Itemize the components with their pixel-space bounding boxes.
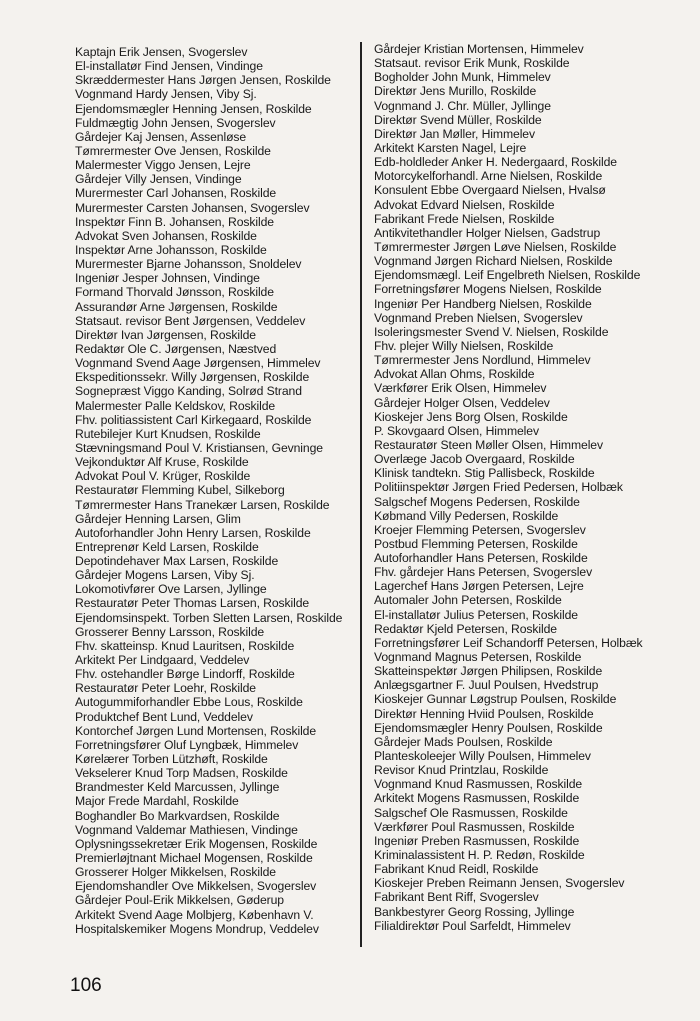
list-entry: Autoforhandler John Henry Larsen, Roskilde — [75, 525, 311, 540]
list-entry: Planteskoleejer Willy Poulsen, Himmelev — [374, 749, 591, 764]
list-entry: Fabrikant Frede Nielsen, Roskilde — [374, 211, 555, 226]
list-entry: Malermester Viggo Jensen, Lejre — [75, 158, 251, 173]
list-entry: Inspektør Arne Johansson, Roskilde — [75, 242, 267, 257]
list-entry: Kioskejer Jens Borg Olsen, Roskilde — [374, 409, 568, 424]
list-entry: Redaktør Kjeld Petersen, Roskilde — [374, 621, 557, 636]
list-entry: Tømrermester Jørgen Løve Nielsen, Roskilde — [374, 239, 617, 254]
list-entry: Bankbestyrer Georg Rossing, Jyllinge — [374, 904, 575, 919]
list-entry: Sognepræst Viggo Kanding, Solrød Strand — [75, 384, 302, 399]
list-entry: Vognmand Valdemar Mathiesen, Vindinge — [75, 822, 298, 837]
list-entry: Ejendomsinspekt. Torben Sletten Larsen, Roskilde — [75, 610, 343, 625]
list-entry: Vejkonduktør Alf Kruse, Roskilde — [75, 455, 249, 470]
list-entry: Direktør Ivan Jørgensen, Roskilde — [75, 327, 256, 342]
list-entry: Lokomotivfører Ove Larsen, Jyllinge — [75, 582, 267, 597]
list-entry: Anlægsgartner F. Juul Poulsen, Hvedstrup — [374, 678, 599, 693]
list-entry: Kroejer Flemming Petersen, Svogerslev — [374, 522, 586, 537]
list-entry: Forretningsfører Oluf Lyngbæk, Himmelev — [75, 737, 299, 752]
list-entry: Malermester Palle Keldskov, Roskilde — [75, 398, 276, 413]
list-entry: Gårdejer Villy Jensen, Vindinge — [75, 172, 242, 187]
list-entry: Premierløjtnant Michael Mogensen, Roskilde — [75, 851, 313, 866]
list-entry: Fhv. politiassistent Carl Kirkegaard, Roskilde — [75, 412, 312, 427]
list-entry: Murermester Carsten Johansen, Svogerslev — [75, 200, 310, 215]
list-entry: Gårdejer Kristian Mortensen, Himmelev — [374, 42, 584, 56]
list-entry: Lagerchef Hans Jørgen Petersen, Lejre — [374, 579, 584, 594]
list-entry: Kioskejer Preben Reimann Jensen, Svogerslev — [374, 876, 625, 891]
list-entry: Redaktør Ole C. Jørgensen, Næstved — [75, 341, 277, 356]
list-entry: Formand Thorvald Jønsson, Roskilde — [75, 285, 274, 300]
list-entry: Overlæge Jacob Overgaard, Roskilde — [374, 452, 575, 467]
list-entry: Gårdejer Mogens Larsen, Viby Sj. — [75, 568, 255, 583]
list-entry: El-installatør Find Jensen, Vindinge — [75, 59, 263, 74]
list-entry: Revisor Knud Printzlau, Roskilde — [374, 763, 549, 778]
list-entry: Assurandør Arne Jørgensen, Roskilde — [75, 299, 278, 314]
list-entry: Edb-holdleder Anker H. Nedergaard, Roskilde — [374, 155, 617, 170]
list-entry: Ejendomsmægler Henning Jensen, Roskilde — [75, 101, 312, 116]
list-entry: Restauratør Steen Møller Olsen, Himmelev — [374, 437, 603, 452]
list-entry: Skatteinspektør Jørgen Philipsen, Roskilde — [374, 664, 603, 679]
list-entry: Autoforhandler Hans Petersen, Roskilde — [374, 551, 588, 566]
list-entry: Ekspeditionssekr. Willy Jørgensen, Roskilde — [75, 370, 310, 385]
page-number: 106 — [70, 975, 102, 996]
list-entry: Vognmand Jørgen Richard Nielsen, Roskilde — [374, 254, 613, 269]
list-entry: Restauratør Flemming Kubel, Silkeborg — [75, 483, 285, 498]
list-entry: Produktchef Bent Lund, Veddelev — [75, 709, 253, 724]
list-entry: Værkfører Poul Rasmussen, Roskilde — [374, 819, 575, 834]
list-entry: Bogholder John Munk, Himmelev — [374, 70, 551, 85]
list-entry: Direktør Jens Murillo, Roskilde — [374, 84, 537, 99]
list-entry: Entreprenør Keld Larsen, Roskilde — [75, 539, 259, 554]
list-entry: Fhv. gårdejer Hans Petersen, Svogerslev — [374, 565, 593, 580]
list-entry: Oplysningssekretær Erik Mogensen, Roskilde — [75, 836, 318, 851]
list-entry: Fhv. plejer Willy Nielsen, Roskilde — [374, 338, 554, 353]
list-entry: Restauratør Peter Loehr, Roskilde — [75, 681, 256, 696]
list-entry: Forretningsfører Mogens Nielsen, Roskilde — [374, 282, 602, 297]
right-name-list — [374, 42, 674, 933]
list-entry: Kriminalassistent H. P. Redøn, Roskilde — [374, 848, 585, 863]
list-entry: Statsaut. revisor Erik Munk, Roskilde — [374, 56, 570, 71]
list-entry: Rutebilejer Kurt Knudsen, Roskilde — [75, 426, 261, 441]
list-entry: Gårdejer Mads Poulsen, Roskilde — [374, 734, 553, 749]
list-entry: Fhv. ostehandler Børge Lindorff, Roskilde — [75, 667, 295, 682]
list-entry: Fuldmægtig John Jensen, Svogerslev — [75, 115, 276, 130]
list-entry: Gårdejer Poul-Erik Mikkelsen, Gøderup — [75, 893, 284, 908]
list-entry: Direktør Jan Møller, Himmelev — [374, 126, 535, 141]
list-entry: Gårdejer Kaj Jensen, Assenløse — [75, 129, 247, 144]
list-entry: El-installatør Julius Petersen, Roskilde — [374, 607, 578, 622]
list-entry: Statsaut. revisor Bent Jørgensen, Veddelev — [75, 313, 306, 328]
list-entry: Købmand Villy Pedersen, Roskilde — [374, 508, 559, 523]
list-entry: Direktør Svend Müller, Roskilde — [374, 112, 542, 127]
list-entry: Advokat Edvard Nielsen, Roskilde — [374, 197, 555, 212]
list-entry: Tømrermester Hans Tranekær Larsen, Roskilde — [75, 497, 330, 512]
list-entry: Arkitekt Per Lindgaard, Veddelev — [75, 653, 250, 668]
list-entry: Stævningsmand Poul V. Kristiansen, Gevninge — [75, 440, 323, 455]
list-entry: Ejendomsmægl. Leif Engelbreth Nielsen, Roskilde — [374, 268, 641, 283]
list-entry: Salgschef Mogens Pedersen, Roskilde — [374, 494, 580, 509]
list-entry: Antikvitethandler Holger Nielsen, Gadstrup — [374, 225, 601, 240]
list-entry: Fabrikant Knud Reidl, Roskilde — [374, 862, 539, 877]
list-entry: Grosserer Holger Mikkelsen, Roskilde — [75, 865, 276, 880]
list-entry: Motorcykelforhandl. Arne Nielsen, Roskilde — [374, 169, 603, 184]
list-entry: Grosserer Benny Larsson, Roskilde — [75, 624, 265, 639]
list-entry: Depotindehaver Max Larsen, Roskilde — [75, 554, 279, 569]
list-entry: Gårdejer Henning Larsen, Glim — [75, 511, 241, 526]
list-entry: Direktør Henning Hviid Poulsen, Roskilde — [374, 706, 594, 721]
list-entry: Major Frede Mardahl, Roskilde — [75, 794, 239, 809]
list-entry: Inspektør Finn B. Johansen, Roskilde — [75, 214, 274, 229]
list-entry: Postbud Flemming Petersen, Roskilde — [374, 536, 578, 551]
list-entry: Advokat Sven Johansen, Roskilde — [75, 228, 257, 243]
list-entry: Fhv. skatteinsp. Knud Lauritsen, Roskilde — [75, 638, 295, 653]
list-entry: Politiinspektør Jørgen Fried Pedersen, Holbæk — [374, 480, 623, 495]
list-entry: Autogummiforhandler Ebbe Lous, Roskilde — [75, 695, 303, 710]
list-entry: Fabrikant Bent Riff, Svogerslev — [374, 890, 539, 905]
list-entry: Vekselerer Knud Torp Madsen, Roskilde — [75, 766, 288, 781]
list-entry: Arkitekt Mogens Rasmussen, Roskilde — [374, 791, 580, 806]
list-entry: Vognmand Knud Rasmussen, Roskilde — [374, 777, 583, 792]
list-entry: Murermester Carl Johansen, Roskilde — [75, 186, 277, 201]
list-entry: Boghandler Bo Markvardsen, Roskilde — [75, 808, 280, 823]
list-entry: Forretningsfører Leif Schandorff Petersen, Holbæk — [374, 635, 643, 650]
list-entry: Konsulent Ebbe Overgaard Nielsen, Hvalsø — [374, 183, 606, 198]
list-entry: Vognmand Svend Aage Jørgensen, Himmelev — [75, 356, 321, 371]
list-entry: Kioskejer Gunnar Løgstrup Poulsen, Roskilde — [374, 692, 617, 707]
list-entry: Ingeniør Per Handberg Nielsen, Roskilde — [374, 296, 592, 311]
list-entry: Vognmand Preben Nielsen, Svogerslev — [374, 310, 583, 325]
list-entry: Klinisk tandtekn. Stig Pallisbeck, Roskilde — [374, 466, 595, 481]
list-entry: Restauratør Peter Thomas Larsen, Roskilde — [75, 596, 310, 611]
list-entry: Automaler John Petersen, Roskilde — [374, 593, 562, 608]
list-entry: Tømrermester Jens Nordlund, Himmelev — [374, 353, 591, 368]
list-entry: Vognmand Hardy Jensen, Viby Sj. — [75, 87, 257, 102]
list-entry: Hospitalskemiker Mogens Mondrup, Veddelev — [75, 921, 319, 936]
list-entry: Isoleringsmester Svend V. Nielsen, Roskilde — [374, 324, 609, 339]
list-entry: Salgschef Ole Rasmussen, Roskilde — [374, 805, 568, 820]
list-entry: Ejendomsmægler Henry Poulsen, Roskilde — [374, 720, 603, 735]
list-entry: Ingeniør Preben Rasmussen, Roskilde — [374, 833, 580, 848]
list-entry: Tømrermester Ove Jensen, Roskilde — [75, 143, 271, 158]
list-entry: Skræddermester Hans Jørgen Jensen, Roskilde — [75, 73, 331, 88]
list-entry: Brandmester Keld Marcussen, Jyllinge — [75, 780, 280, 795]
list-entry: Kontorchef Jørgen Lund Mortensen, Roskilde — [75, 723, 317, 738]
list-entry: P. Skovgaard Olsen, Himmelev — [374, 423, 539, 438]
left-name-list — [75, 45, 357, 936]
column-divider — [360, 42, 362, 947]
list-entry: Kørelærer Torben Lützhøft, Roskilde — [75, 752, 268, 767]
list-entry: Gårdejer Holger Olsen, Veddelev — [374, 395, 550, 410]
list-entry: Arkitekt Svend Aage Molbjerg, København V. — [75, 907, 314, 922]
list-entry: Ingeniør Jesper Johnsen, Vindinge — [75, 271, 260, 286]
list-entry: Vognmand Magnus Petersen, Roskilde — [374, 650, 582, 665]
list-entry: Murermester Bjarne Johansson, Snoldelev — [75, 257, 302, 272]
list-entry: Vognmand J. Chr. Müller, Jyllinge — [374, 98, 551, 113]
list-entry: Kaptajn Erik Jensen, Svogerslev — [75, 45, 248, 59]
list-entry: Filialdirektør Poul Sarfeldt, Himmelev — [374, 918, 571, 933]
list-entry: Advokat Allan Ohms, Roskilde — [374, 367, 535, 382]
list-entry: Advokat Poul V. Krüger, Roskilde — [75, 469, 251, 484]
list-entry: Ejendomshandler Ove Mikkelsen, Svogerslev — [75, 879, 317, 894]
list-entry: Arkitekt Karsten Nagel, Lejre — [374, 140, 527, 155]
list-entry: Værkfører Erik Olsen, Himmelev — [374, 381, 547, 396]
